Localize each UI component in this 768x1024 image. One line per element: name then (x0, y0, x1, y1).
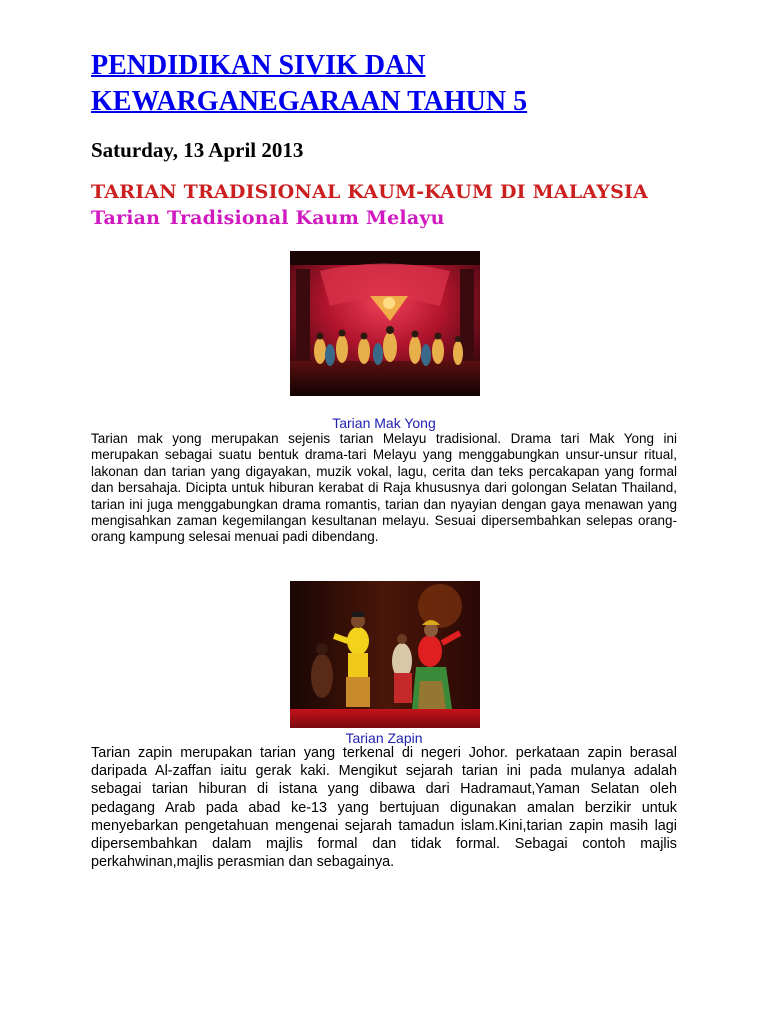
post-title: TARIAN TRADISIONAL KAUM-KAUM DI MALAYSIA (91, 181, 649, 203)
zapin-paragraph: Tarian zapin merupakan tarian yang terkenal di negeri Johor. perkataan zapin berasal daripada Al-zaffan iaitu gerak kaki. Mengikut sejarah tarian ini pada mulanya adalah sebagai tarian hiburan di istana yang dibawa dari Hadramaut,Yaman Selatan oleh pedagang Arab pada abad ke-13 yang bertujuan digunakan amalan berzikir untuk menyebarkan pengetahuan mengenai sejarah tamadun islam.Kini,tarian zapin masih lagi dipersembahkan dalam majlis formal dan tidak formal. Sebagai contoh majlis perkahwinan,majlis perasmian dan sebagainya. (91, 745, 677, 871)
mak-yong-photo (290, 251, 480, 396)
mak-yong-paragraph: Tarian mak yong merupakan sejenis tarian Melayu tradisional. Drama tari Mak Yong ini merupakan sebagai suatu bentuk drama-tari Melayu yang menggabungkan unsur-unsur ritual, lakonan dan tarian yang digayakan, muzik vokal, lagu, cerita dan teks percakapan yang formal dan bersahaja. Dicipta untuk hiburan kerabat di Raja khususnya dari golongan Selatan Thailand, tarian ini juga menggabungkan drama romantis, tarian dan nyayian dengan gaya menawan yang mengisahkan zaman kegemilangan kesultanan melayu. Sesuai dipersembahkan selepas orang-orang kampung selesai menuai padi dibendang. (91, 431, 677, 545)
blog-title-link[interactable]: PENDIDIKAN SIVIK DAN KEWARGANEGARAAN TAHUN 5 (91, 50, 528, 117)
zapin-photo (290, 581, 480, 728)
post-date: Saturday, 13 April 2013 (91, 138, 304, 162)
mak-yong-caption: Tarian Mak Yong (332, 415, 436, 431)
zapin-caption: Tarian Zapin (345, 730, 423, 746)
section-heading: Tarian Tradisional Kaum Melayu (91, 207, 445, 229)
